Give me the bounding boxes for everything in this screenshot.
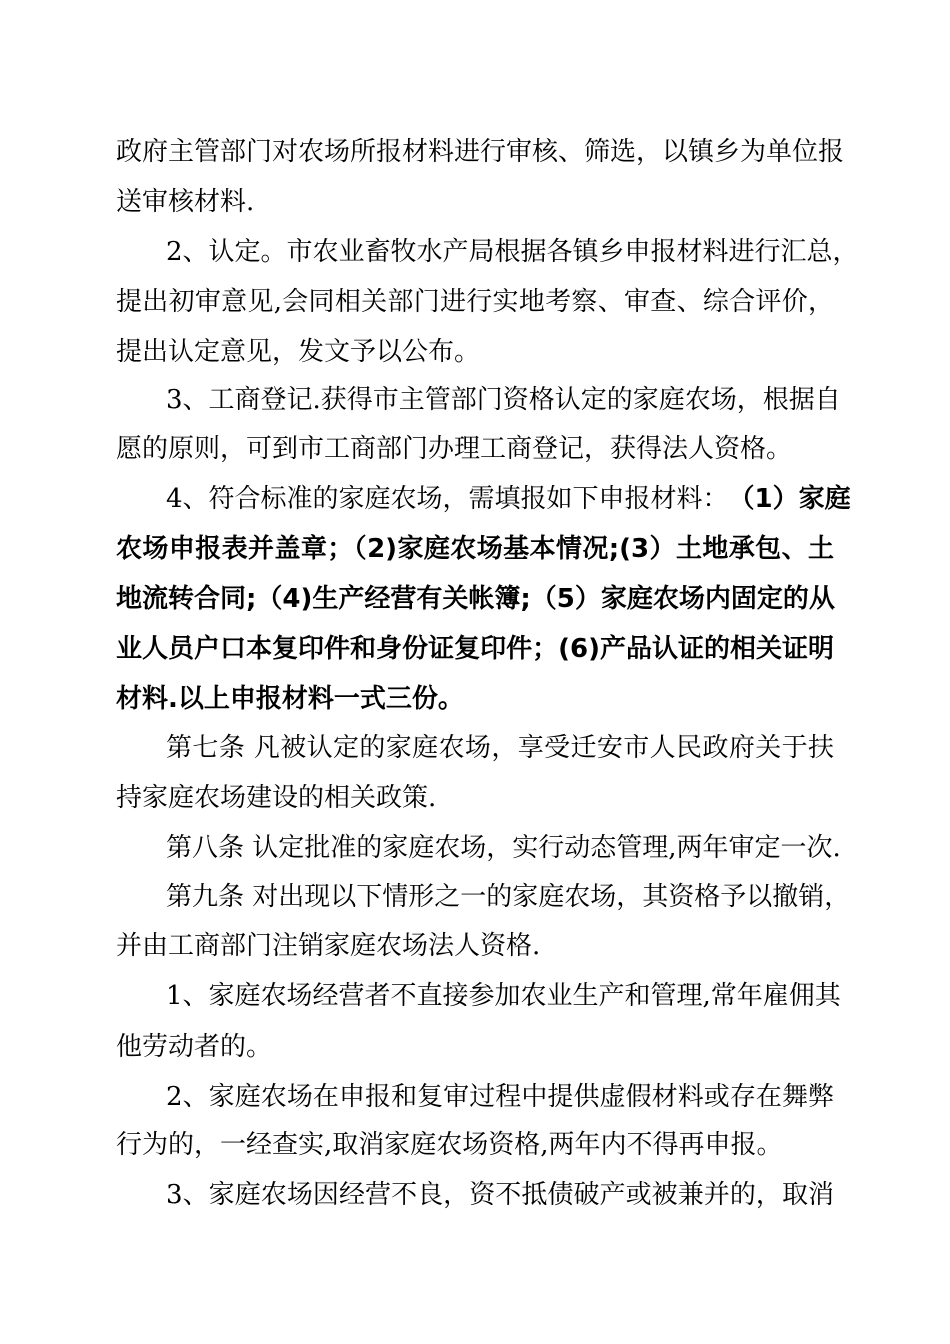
text-line: 行为的，一经查实,取消家庭农场资格,两年内不得再申报。 [116, 1130, 783, 1160]
text-line: 3、家庭农场因经营不良，资不抵债破产或被兼并的，取消 [166, 1180, 834, 1210]
text-line: 并由工商部门注销家庭农场法人资格. [116, 931, 541, 961]
text-line: 第七条 凡被认定的家庭农场，享受迁安市人民政府关于扶 [166, 733, 834, 763]
text-line: 3、工商登记.获得市主管部门资格认定的家庭农场，根据自 [166, 385, 841, 415]
bold-text-line: 材料.以上申报材料一式三份。 [116, 684, 464, 714]
text-line: 1、家庭农场经营者不直接参加农业生产和管理,常年雇佣其 [166, 981, 841, 1011]
text-line: 2、认定。市农业畜牧水产局根据各镇乡申报材料进行汇总， [166, 237, 859, 267]
text-line: 提出初审意见,会同相关部门进行实地考察、审查、综合评价， [116, 287, 834, 317]
text-line: 提出认定意见，发文予以公布。 [116, 337, 481, 367]
text-line: 第八条 认定批准的家庭农场，实行动态管理,两年审定一次. [166, 833, 841, 863]
text-line: 2、家庭农场在申报和复审过程中提供虚假材料或存在舞弊 [166, 1082, 834, 1112]
text-line: 他劳动者的。 [116, 1032, 273, 1062]
bold-text-line: 农场申报表并盖章；（2)家庭农场基本情况;(3）土地承包、土 [116, 534, 834, 564]
bold-text-line: 业人员户口本复印件和身份证复印件；(6)产品认证的相关证明 [116, 634, 834, 664]
text-line: 送审核材料. [116, 187, 255, 217]
text-segment: 4、符合标准的家庭农场，需填报如下申报材料： [166, 484, 729, 514]
bold-text-segment: （1）家庭 [728, 484, 851, 514]
text-line: 第九条 对出现以下情形之一的家庭农场，其资格予以撤销， [166, 882, 851, 912]
bold-text-line: 地流转合同;（4)生产经营有关帐簿;（5）家庭农场内固定的从 [116, 584, 835, 614]
text-line [166, 482, 851, 516]
text-line: 持家庭农场建设的相关政策. [116, 783, 437, 813]
text-line: 愿的原则，可到市工商部门办理工商登记，获得法人资格。 [116, 434, 793, 464]
text-line: 政府主管部门对农场所报材料进行审核、筛选，以镇乡为单位报 [116, 137, 845, 167]
